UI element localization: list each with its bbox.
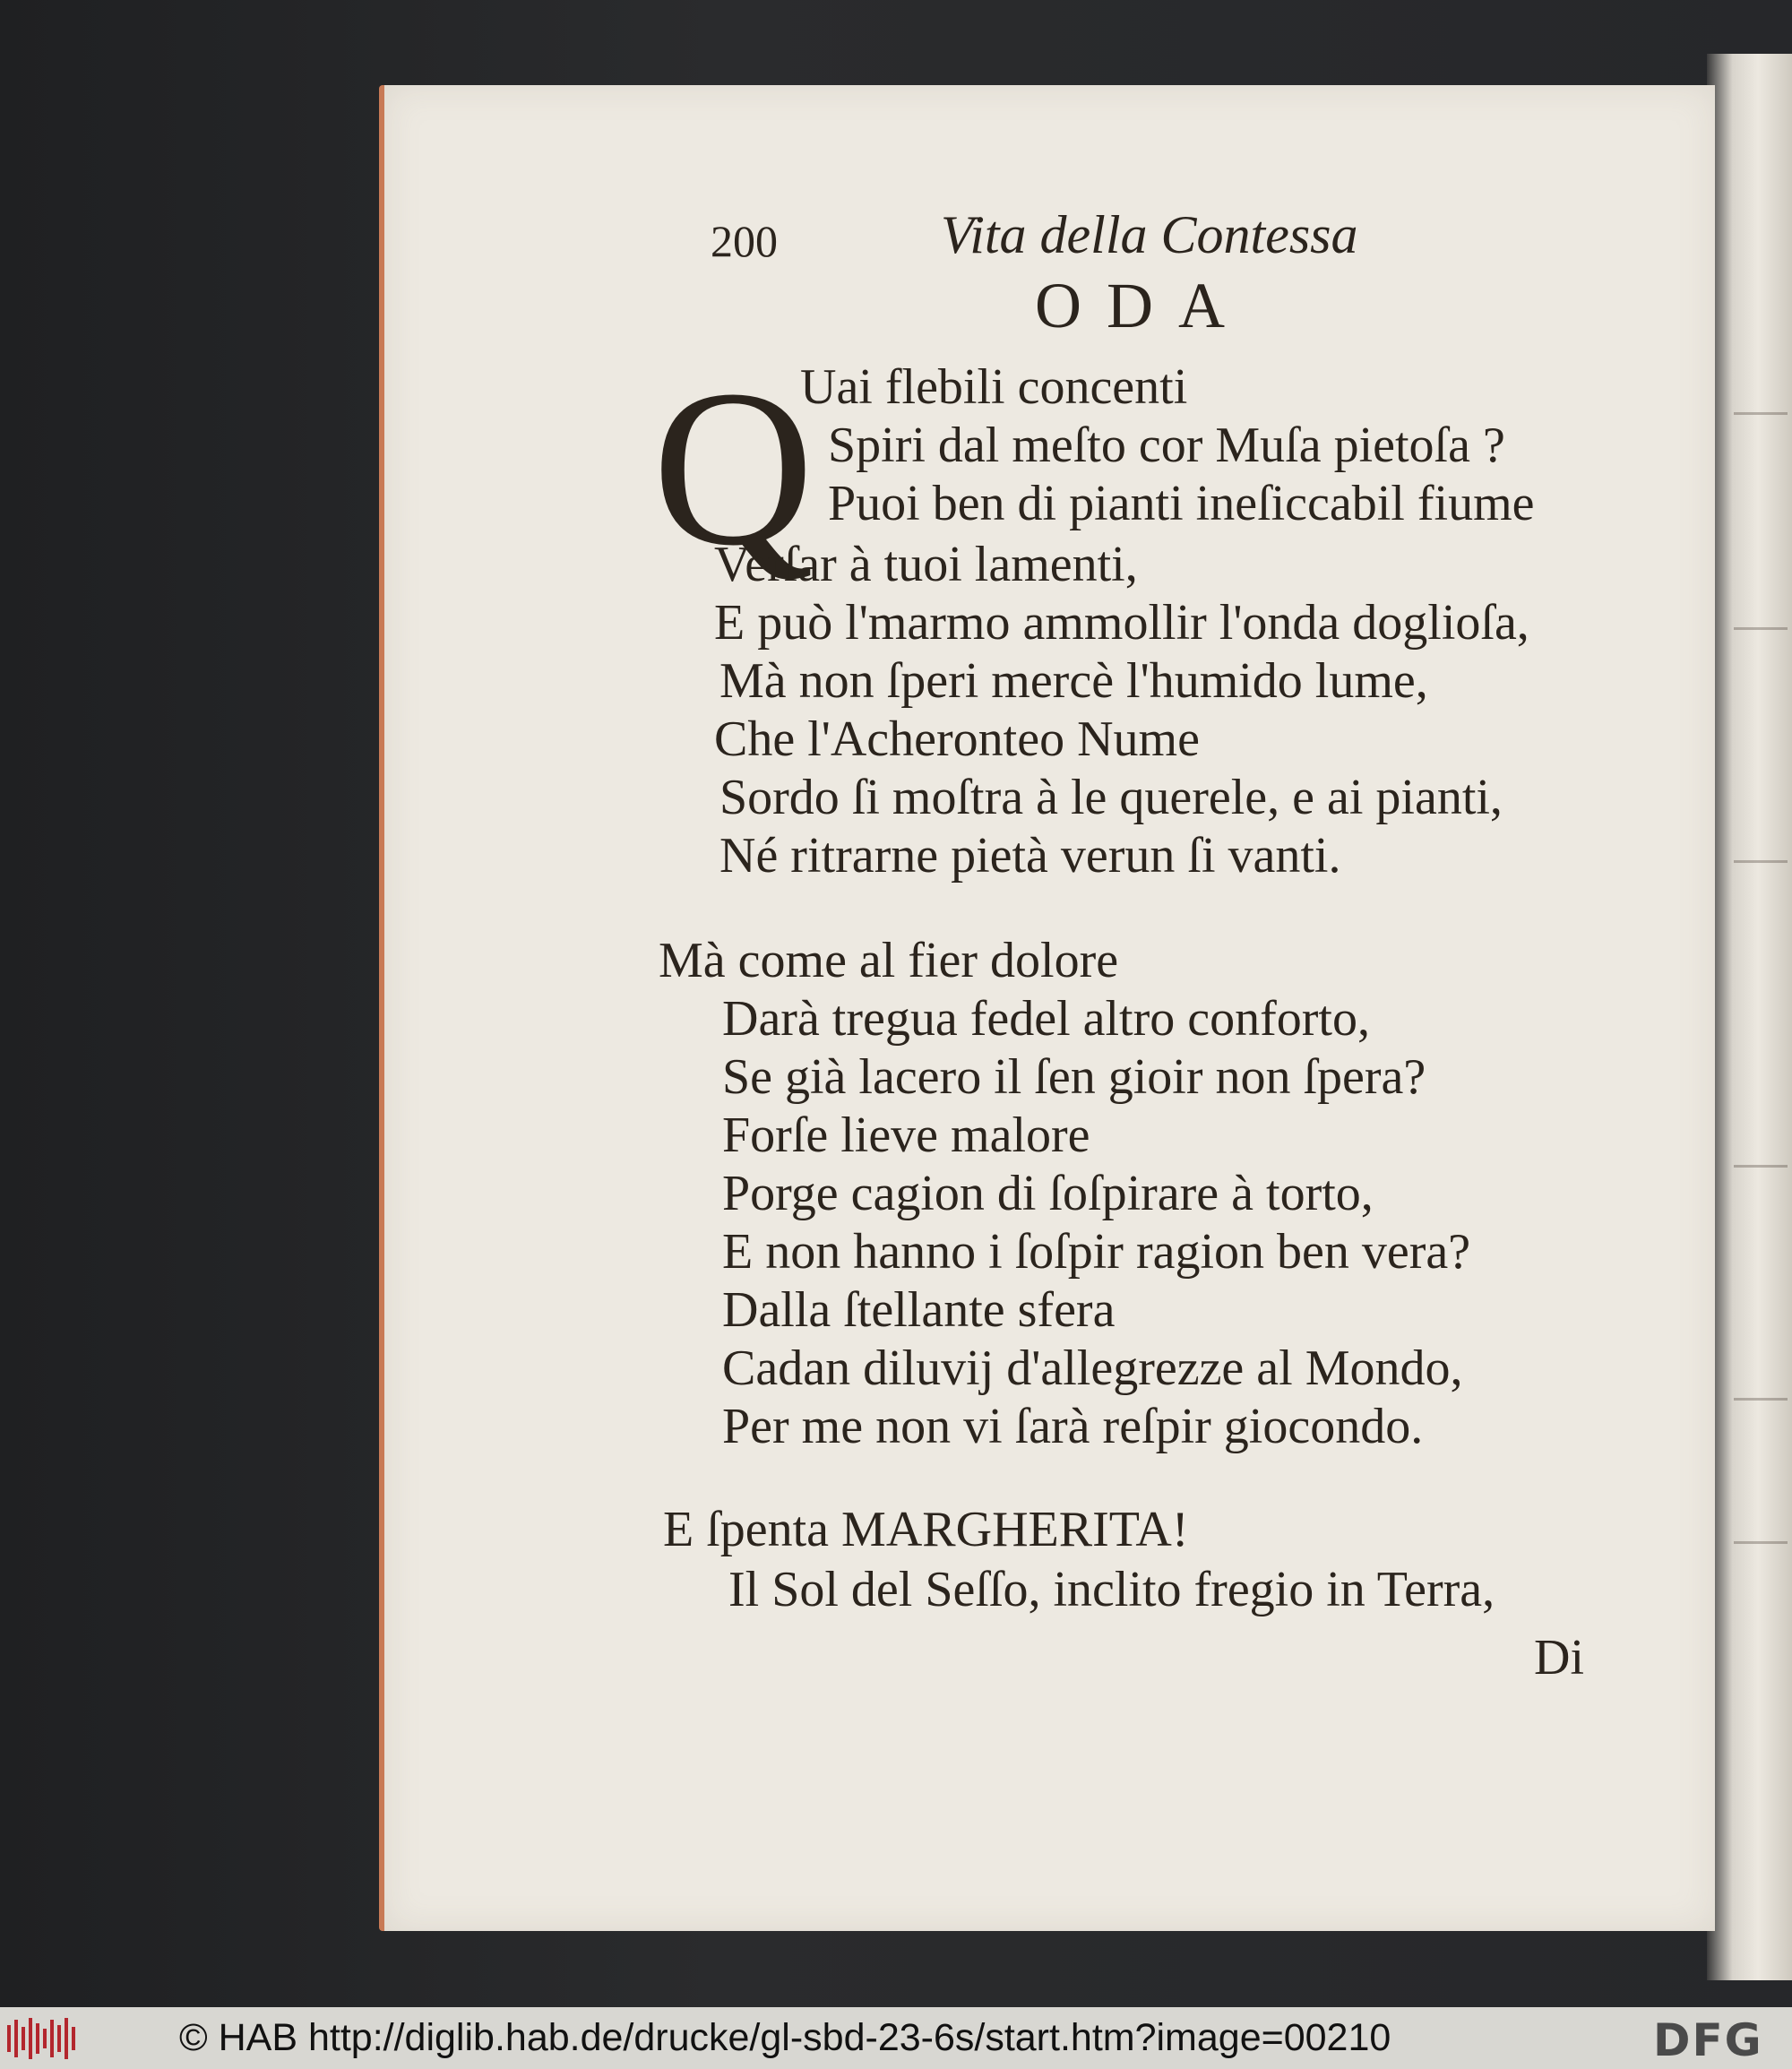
running-head: Vita della Contessa	[941, 205, 1358, 264]
page-number: 200	[711, 216, 778, 266]
verse-line: Se già lacero il ſen gioir non ſpera?	[722, 1049, 1426, 1105]
verse-line: E non hanno i ſoſpir ragion ben vera?	[722, 1224, 1471, 1280]
verse-line: Per me non vi ſarà reſpir giocondo.	[722, 1399, 1424, 1454]
verse-line: E ſpenta MARGHERITA!	[663, 1502, 1189, 1557]
verse-line: Forſe lieve malore	[722, 1108, 1090, 1163]
verse-line: Uai flebili concenti	[800, 359, 1188, 415]
footer-bar	[0, 2007, 1792, 2069]
verse-line: Dalla ſtellante sfera	[722, 1282, 1116, 1338]
verse-line: Che l'Acheronteo Nume	[714, 711, 1200, 767]
ode-title: ODA	[1035, 270, 1250, 341]
verse-line: Puoi ben di pianti ineſiccabil fiume	[828, 476, 1535, 531]
hab-barcode-logo-icon[interactable]	[7, 2018, 75, 2059]
next-page-edge	[1707, 54, 1792, 1980]
verse-line: Né ritrarne pietà verun ſi vanti.	[719, 828, 1341, 884]
verse-line: Cadan diluvij d'allegrezze al Mondo,	[722, 1341, 1463, 1396]
verse-line: Spiri dal meſto cor Muſa pietoſa ?	[828, 418, 1505, 473]
drop-cap: Q	[652, 344, 814, 592]
source-credit-link[interactable]: © HAB http://diglib.hab.de/drucke/gl-sbd-23-6s/start.htm?image=00210	[179, 2016, 1391, 2059]
verse-line: Mà come al fier dolore	[659, 933, 1119, 988]
verse-line: Verſar à tuoi lamenti,	[714, 537, 1138, 592]
verse-line: Mà non ſperi mercè l'humido lume,	[719, 653, 1428, 709]
verse-line: E può l'marmo ammollir l'onda doglioſa,	[714, 595, 1529, 651]
verse-line: Porge cagion di ſoſpirare à torto,	[722, 1166, 1374, 1221]
catchword: Di	[1534, 1630, 1584, 1685]
verse-line: Sordo ſi moſtra à le querele, e ai pianti,	[719, 770, 1503, 825]
verse-line: Darà tregua fedel altro conforto,	[722, 991, 1370, 1047]
dfg-logo: DFG	[1653, 2014, 1763, 2066]
verse-line: Il Sol del Seſſo, inclito fregio in Terra,	[728, 1562, 1495, 1617]
